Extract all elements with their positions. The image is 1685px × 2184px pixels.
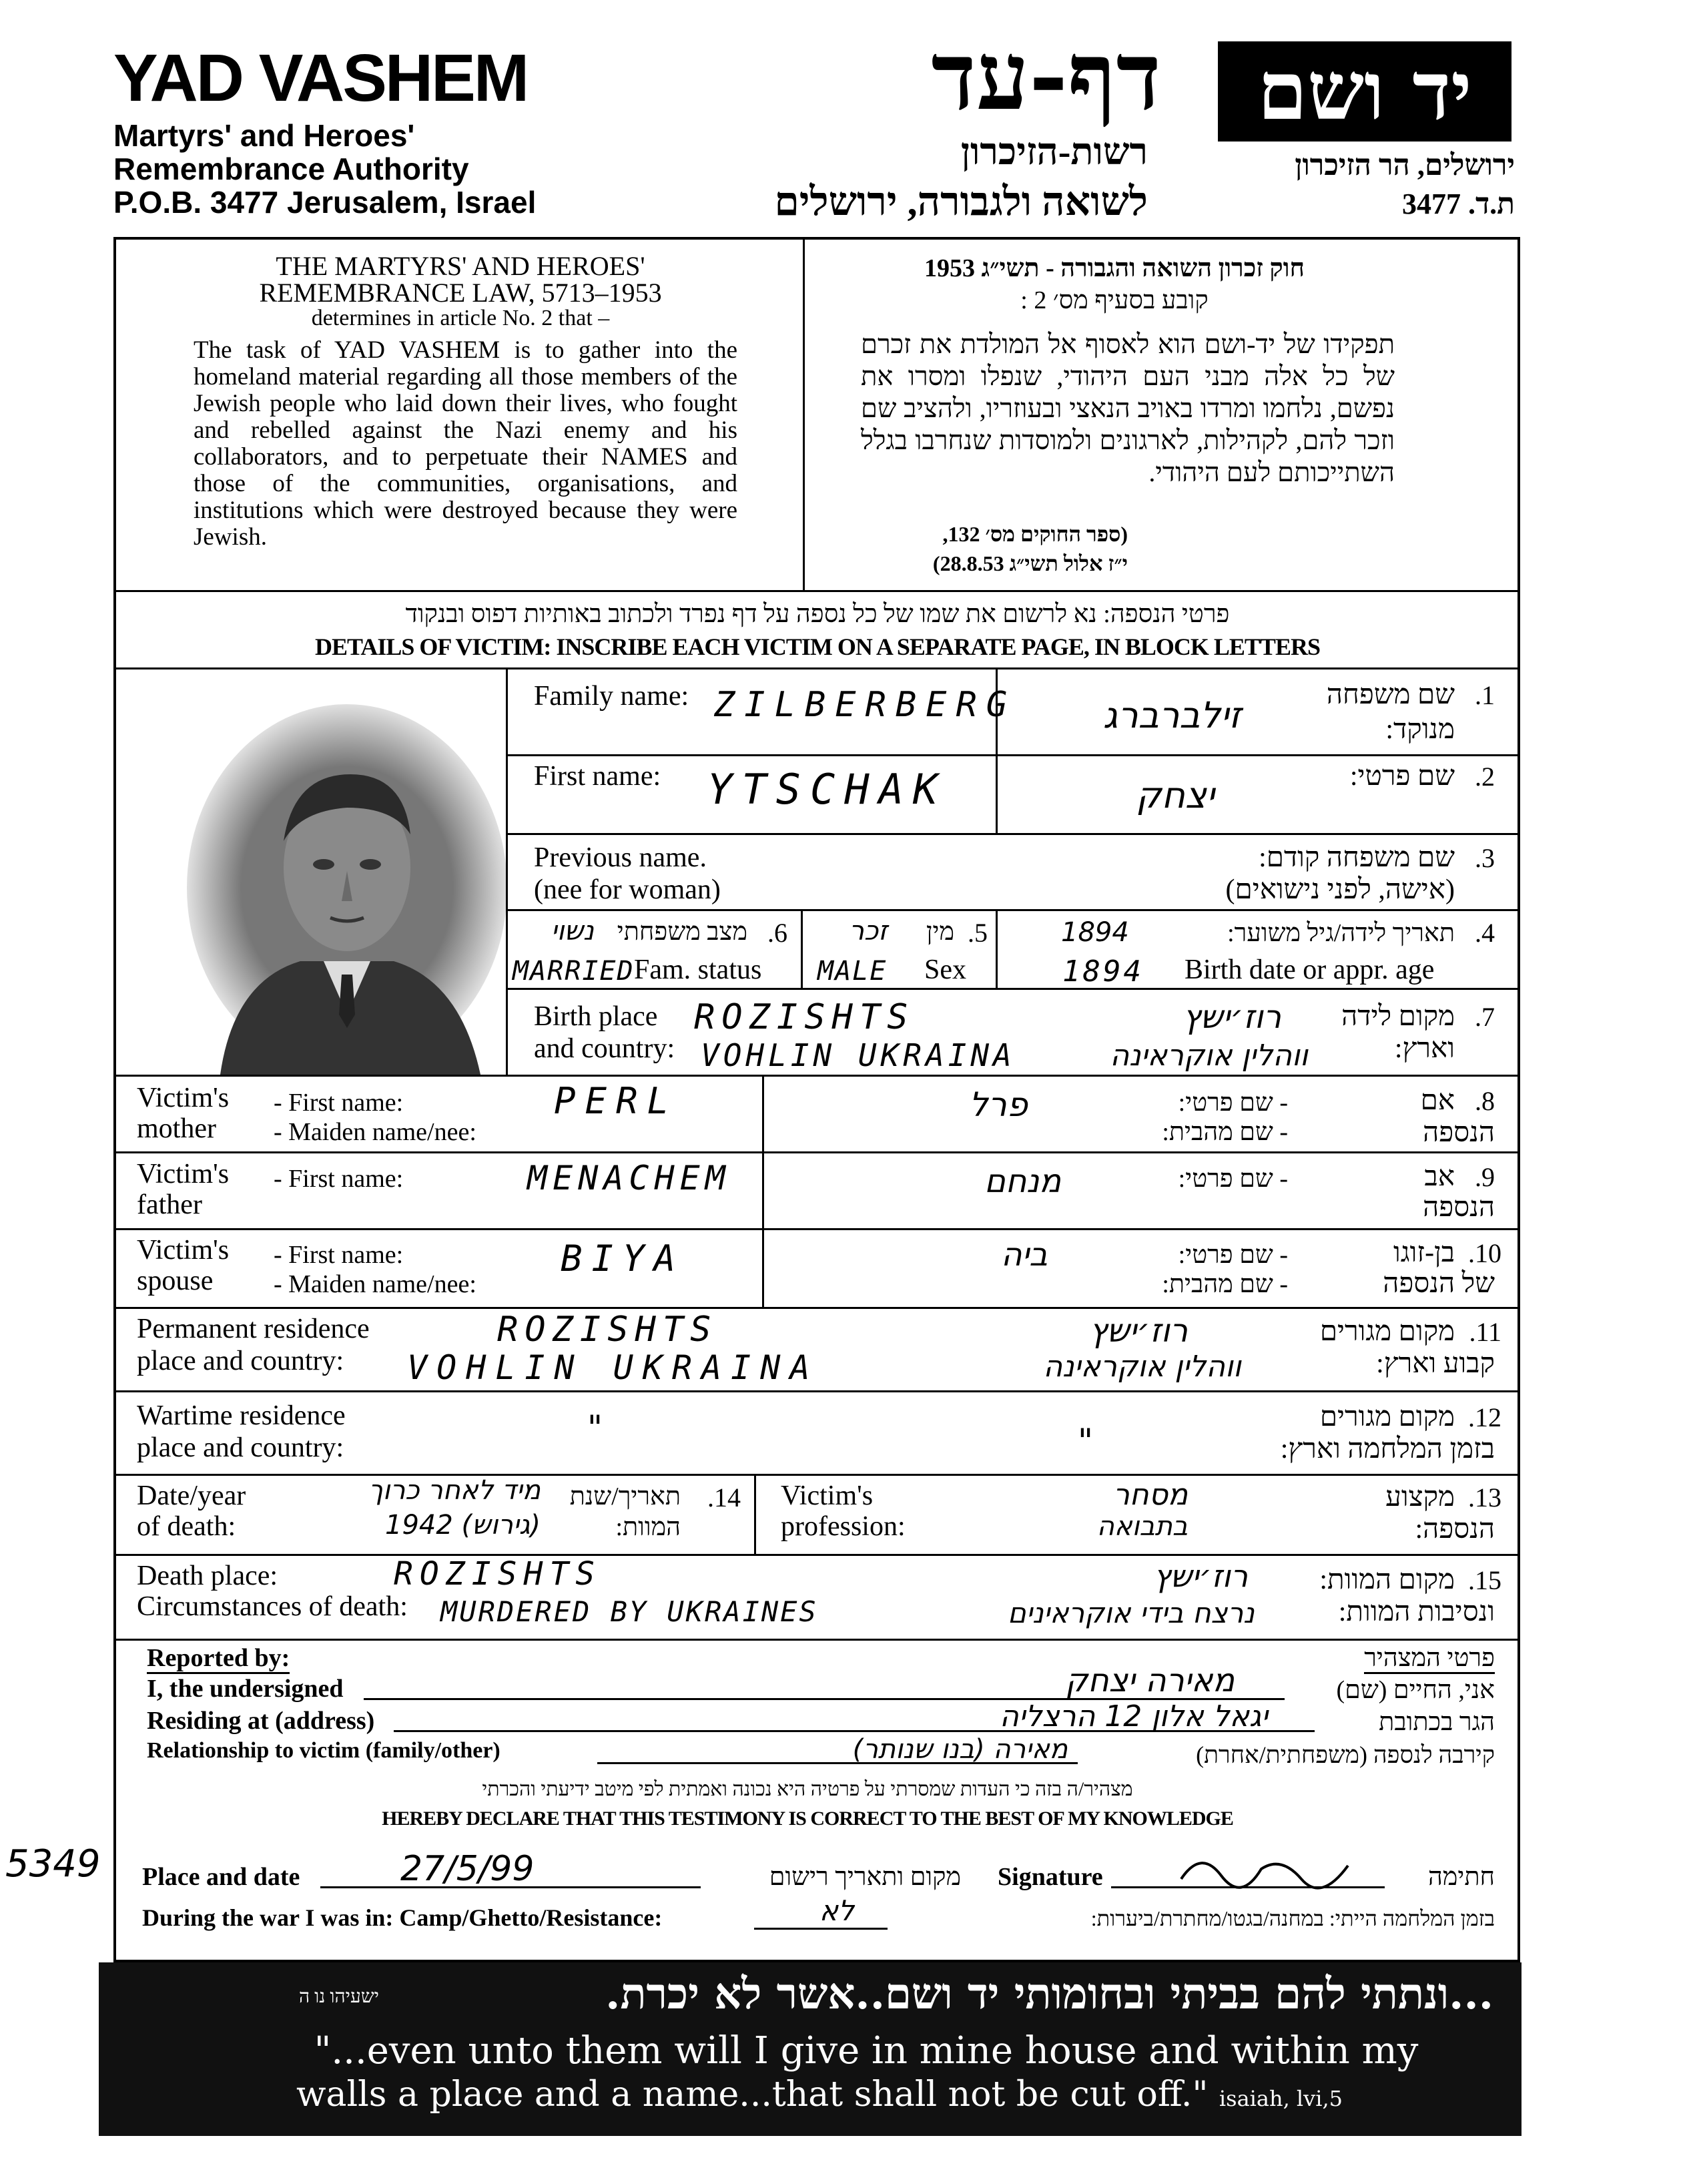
wartime-residence-label: Wartime residence — [137, 1400, 346, 1431]
death-place-num: 15. — [1468, 1565, 1501, 1595]
declare-he: מצהיר/ה בזה כי העדות שמסרתי על פרטיה היא נכונה ואמתית לפי מיטב ידיעתי והכרתי — [482, 1778, 1133, 1800]
death-place-he-label: מקום המוות: — [1319, 1565, 1455, 1595]
family-name-value-he[interactable]: זילברברג — [1102, 694, 1241, 736]
first-name-value[interactable]: YTSCHAK — [707, 765, 948, 814]
death-place-label-2: Circumstances of death: — [137, 1591, 408, 1622]
footer-quote-he: ...ונתתי להם בביתי ובחומותי יד ושם..אשר לא יכרת. — [605, 1969, 1493, 2019]
law-he-ref-2: י״ז אלול תשי״ג 28.8.53) — [932, 551, 1128, 575]
page-title-he: דף-עד — [931, 22, 1161, 131]
birth-place-value[interactable]: ROZISHTS — [694, 997, 915, 1037]
death-date-num: 14. — [707, 1482, 741, 1513]
death-place-value-he[interactable]: רוז׳ישץ — [1153, 1558, 1248, 1594]
birth-date-num: 4. — [1475, 918, 1495, 948]
spouse-maiden-name-label: - Maiden name/nee: — [274, 1270, 476, 1298]
birth-place-value-he[interactable]: רוז׳ישץ — [1183, 999, 1281, 1036]
death-place-value-he-2[interactable]: נרצח בידי אוקראינים — [1007, 1597, 1255, 1629]
war-line[interactable] — [754, 1928, 888, 1930]
birth-date-he-label: תאריך לידה/גיל משוער: — [1227, 919, 1455, 947]
father-he-label: אב — [1424, 1161, 1455, 1192]
residing-label: Residing at (address) — [147, 1707, 375, 1735]
place-date-value[interactable]: 27/5/99 — [400, 1849, 535, 1889]
birth-place-value-2[interactable]: VOHLIN UKRAINA — [701, 1037, 1016, 1073]
mother-he-sub-1: - שם פרטי: — [1178, 1089, 1288, 1117]
law-en-sub: determines in article No. 2 that – — [311, 306, 610, 330]
law-en-title-1: THE MARTYRS' AND HEROES' — [276, 251, 645, 281]
sex-num: 5. — [968, 918, 988, 948]
previous-name-label: Previous name. — [534, 842, 707, 873]
previous-name-num: 3. — [1475, 843, 1495, 873]
wartime-residence-value-he[interactable]: " — [1078, 1422, 1093, 1460]
father-label-2: father — [137, 1189, 202, 1220]
first-name-label: First name: — [534, 761, 661, 792]
profession-he-label: מקצוע — [1385, 1482, 1455, 1513]
permanent-residence-value[interactable]: ROZISHTS — [497, 1310, 718, 1350]
death-place-label: Death place: — [137, 1561, 278, 1591]
sex-value[interactable]: MALE — [817, 956, 888, 987]
mother-first-name-label: - First name: — [274, 1089, 404, 1117]
fam-status-value[interactable]: MARRIED — [513, 956, 635, 987]
wartime-residence-num: 12. — [1468, 1402, 1501, 1432]
footer-banner — [99, 1962, 1522, 2136]
permanent-residence-num: 11. — [1469, 1317, 1501, 1347]
family-name-he-label: שם משפחה — [1326, 679, 1455, 710]
spouse-he-sub-2: - שם מהבית: — [1162, 1270, 1288, 1298]
mother-first-name-value[interactable]: PERL — [554, 1080, 679, 1122]
signature-mark — [1174, 1842, 1375, 1896]
reporter-title-he — [1268, 1643, 1495, 1673]
father-first-name-value[interactable]: MENACHEM — [527, 1159, 731, 1197]
birth-place-label: Birth place — [534, 1001, 658, 1032]
law-he-title-2: קובע בסעיף מס׳ 2 : — [1020, 286, 1209, 314]
law-en-body: The task of YAD VASHEM is to gather into the homeland material regarding all those members of the Jewish people who laid down their lives, who fought and rebelled against the Nazi enemy and his collaborators, and to perpetuate their NAMES and those of the communities, organisations, and institutions which were destroyed because they were Jewish. — [194, 336, 737, 551]
wartime-residence-he-label: מקום מגורים — [1319, 1402, 1455, 1432]
sex-label: Sex — [924, 954, 966, 985]
mother-he-label: אם — [1420, 1085, 1455, 1116]
spouse-he-label-2: של הנספה — [1383, 1268, 1495, 1299]
authority-he-2: לשואה ולגבורה, ירושלים — [774, 180, 1148, 224]
father-he-label-2: הנספה — [1423, 1192, 1495, 1223]
birth-place-value-he-2[interactable]: ווהלין אוקראינה — [1110, 1039, 1308, 1073]
footer-ref-en: isaiah, lvi,5 — [1219, 2086, 1343, 2111]
law-he-body: תפקידו של יד-ושם הוא לאסוף אל המולדת את זכרם של כל אלה מבני העם היהודי, שנפלו ומסרו את נפשם, נלחמו ומרדו באויב הנאצי ובעוזריו, ולהציב שם וזכר להם, לקהילות, לארגונים ולמוסדות שנחרבו בגלל השתייכותם לעם היהודי. — [861, 329, 1395, 487]
death-date-value-he[interactable]: מיד לאחר כרוך — [368, 1475, 541, 1506]
previous-name-label-2: (nee for woman) — [534, 874, 721, 905]
birth-date-value[interactable]: 1894 — [1062, 954, 1144, 989]
signature-he-label: חתימה — [1427, 1863, 1495, 1891]
mother-maiden-name-label: - Maiden name/nee: — [274, 1118, 476, 1146]
wartime-residence-he-label-2: בזמן המלחמה וארץ: — [1280, 1434, 1495, 1464]
death-date-he-label-2: המוות: — [615, 1513, 681, 1541]
birth-place-num: 7. — [1475, 1002, 1495, 1032]
undersigned-label: I, the undersigned — [147, 1675, 344, 1703]
fam-status-he-label: מצב משפחתי — [617, 918, 747, 946]
spouse-first-name-label: - First name: — [274, 1241, 404, 1269]
father-he-sub-1: - שם פרטי: — [1178, 1165, 1288, 1193]
undersigned-he-label: אני, החיים (שם) — [1336, 1676, 1495, 1704]
spouse-label: Victim's — [137, 1235, 230, 1266]
death-place-value-2[interactable]: MURDERED BY UKRAINES — [440, 1595, 818, 1628]
war-he-label: בזמן המלחמה הייתי: במחנה/בגטו/מחתרת/ביערות: — [1090, 1906, 1495, 1930]
address-he-1: ירושלים, הר הזיכרון — [1295, 149, 1515, 182]
spouse-he-label: בן-זוגו — [1393, 1238, 1455, 1268]
first-name-num: 2. — [1475, 762, 1495, 792]
spouse-first-name-value-he[interactable]: ביה — [1001, 1236, 1048, 1274]
footer-ref-he: ישעיהו נו ה — [299, 1986, 379, 2007]
profession-label: Victim's — [781, 1480, 874, 1511]
relationship-value[interactable]: מאירה (בנו שנותר) — [852, 1734, 1068, 1765]
first-name-value-he[interactable]: יצחק — [1136, 774, 1215, 816]
relationship-label: Relationship to victim (family/other) — [147, 1738, 500, 1763]
logo-he-text: יד ושם — [1257, 44, 1472, 138]
margin-note-number: 5349 — [5, 1842, 101, 1886]
residing-he-label: הגר בכתובת — [1379, 1708, 1495, 1736]
mother-label: Victim's — [137, 1083, 230, 1113]
mother-he-label-2: הנספה — [1423, 1117, 1495, 1148]
permanent-residence-value-2[interactable]: VOHLIN UKRAINA — [407, 1348, 819, 1387]
relationship-he-label: קירבה לנספה (משפחתית/אחרת) — [1196, 1741, 1495, 1768]
father-num: 9. — [1475, 1162, 1495, 1192]
footer-quote-en-2-text: walls a place and a name...that shall not be cut off." — [296, 2075, 1209, 2115]
spouse-he-sub-1: - שם פרטי: — [1178, 1241, 1288, 1269]
org-name-en: YAD VASHEM — [113, 41, 528, 115]
family-name-label: Family name: — [534, 681, 689, 712]
logo-he — [1218, 41, 1511, 142]
birth-date-label: Birth date or appr. age — [1185, 954, 1435, 985]
declare-en: HEREBY DECLARE THAT THIS TESTIMONY IS CORRECT TO THE BEST OF MY KNOWLEDGE — [382, 1808, 1233, 1830]
father-first-name-value-he[interactable]: מנחם — [984, 1163, 1061, 1200]
victim-photo — [180, 701, 514, 1075]
mother-he-sub-2: - שם מהבית: — [1162, 1118, 1288, 1146]
law-en-title-2: REMEMBRANCE LAW, 5713–1953 — [259, 278, 662, 308]
place-date-label: Place and date — [142, 1863, 300, 1891]
family-name-num: 1. — [1475, 680, 1495, 710]
permanent-residence-he-label: מקום מגורים — [1319, 1316, 1455, 1347]
profession-value-he-2[interactable]: בתבואה — [1096, 1511, 1188, 1542]
permanent-residence-value-he[interactable]: רוז׳ישץ — [1089, 1312, 1188, 1350]
death-date-label: Date/year — [137, 1480, 246, 1511]
details-heading-en: DETAILS OF VICTIM: INSCRIBE EACH VICTIM ON A SEPARATE PAGE, IN BLOCK LETTERS — [315, 633, 1320, 660]
death-place-he-label-2: ונסיבות המוות: — [1338, 1597, 1495, 1627]
reporter-title-he-text: פרטי המצהיר — [1364, 1644, 1495, 1674]
first-name-he-label: שם פרטי: — [1349, 761, 1455, 792]
wartime-residence-value[interactable]: " — [587, 1408, 603, 1447]
death-date-value-he-2[interactable]: (גירוש) 1942 — [385, 1510, 541, 1541]
footer-quote-en-1: "...even unto them will I give in mine house and within my — [314, 2029, 1419, 2073]
fam-status-num: 6. — [767, 918, 787, 948]
signature-label: Signature — [998, 1863, 1103, 1891]
law-he-title-1: חוק זכרון השואה והגבורה - תשי״ג 1953 — [924, 254, 1305, 282]
profession-num: 13. — [1468, 1482, 1501, 1513]
mother-label-2: mother — [137, 1113, 216, 1144]
father-first-name-label: - First name: — [274, 1165, 404, 1193]
previous-name-he-label: שם משפחה קודם: — [1259, 842, 1455, 873]
war-value[interactable]: לא — [819, 1894, 854, 1927]
permanent-residence-label: Permanent residence — [137, 1314, 370, 1344]
birth-place-label-2: and country: — [534, 1033, 675, 1064]
permanent-residence-value-he-2[interactable]: ווהלין אוקראינה — [1043, 1350, 1241, 1384]
org-address-en: P.O.B. 3477 Jerusalem, Israel — [113, 185, 537, 220]
war-label: During the war I was in: Camp/Ghetto/Resistance: — [142, 1904, 663, 1931]
previous-name-he-label-2: (אישה, לפני נישואים) — [1225, 874, 1455, 905]
details-heading-he: פרטי הנספה: נא לרשום את שמו של כל נספה על דף נפרד ולכתוב באותיות דפוס ובנקוד — [405, 600, 1230, 628]
victim-photo-image — [180, 701, 514, 1075]
wartime-residence-label-2: place and country: — [137, 1432, 344, 1463]
address-he-2: ת.ד. 3477 — [1402, 188, 1515, 220]
birth-place-he-label: מקום לידה — [1341, 1001, 1455, 1032]
residing-value[interactable]: יגאל אלון 12 הרצליה — [999, 1699, 1268, 1733]
undersigned-value[interactable]: מאירה יצחק — [1065, 1662, 1235, 1699]
place-date-he-label: מקום ותאריך רישום — [769, 1863, 961, 1891]
footer-quote-en-2 — [252, 2075, 1387, 2115]
profession-value-he[interactable]: מסחר — [1112, 1478, 1188, 1512]
org-subtitle-2: Remembrance Authority — [113, 152, 469, 186]
father-label: Victim's — [137, 1159, 230, 1189]
law-he-ref-1: (ספר החוקים מס׳ 132, — [942, 522, 1128, 546]
profession-label-2: profession: — [781, 1511, 906, 1542]
org-subtitle-1: Martyrs' and Heroes' — [113, 118, 415, 153]
mother-first-name-value-he[interactable]: פרל — [969, 1085, 1028, 1124]
fam-status-label: Fam. status — [634, 954, 762, 985]
spouse-label-2: spouse — [137, 1266, 214, 1296]
death-date-he-label: תאריך/שנת — [569, 1482, 681, 1511]
spouse-num: 10. — [1468, 1238, 1501, 1268]
mother-num: 8. — [1475, 1086, 1495, 1116]
death-place-value[interactable]: ROZISHTS — [394, 1555, 602, 1593]
family-name-value[interactable]: ZILBERBERG — [714, 685, 1017, 725]
spouse-first-name-value[interactable]: BIYA — [561, 1238, 685, 1280]
birth-date-value-he[interactable]: 1894 — [1061, 917, 1129, 948]
family-name-he-label-2: מנוקד: — [1385, 714, 1455, 745]
sex-he-label: מין — [926, 918, 954, 946]
death-date-label-2: of death: — [137, 1511, 236, 1542]
sex-value-he[interactable]: זכר — [849, 916, 888, 946]
reporter-title-text: Reported by: — [147, 1644, 290, 1674]
authority-he-1: רשות-הזיכרון — [960, 131, 1148, 173]
reporter-title — [147, 1643, 290, 1673]
birth-place-he-label-2: וארץ: — [1394, 1033, 1455, 1064]
permanent-residence-label-2: place and country: — [137, 1346, 344, 1376]
profession-he-label-2: הנספה: — [1415, 1514, 1495, 1545]
permanent-residence-he-label-2: קבוע וארץ: — [1376, 1348, 1495, 1379]
fam-status-value-he[interactable]: נשוי — [551, 916, 594, 946]
